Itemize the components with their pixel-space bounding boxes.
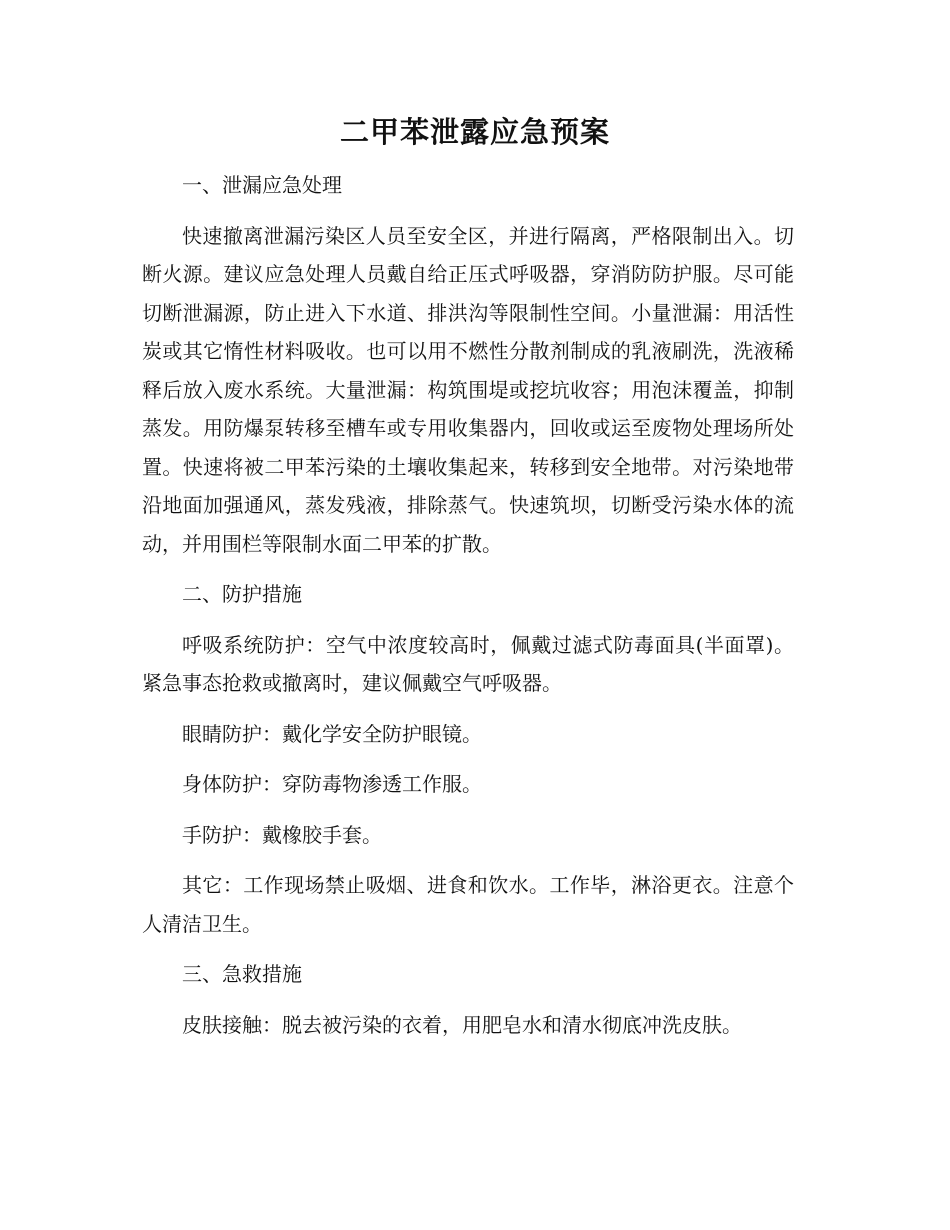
document-body	[142, 166, 794, 1044]
document-title: 二甲苯泄露应急预案	[339, 115, 610, 149]
paragraph-body-protection: 身体防护：穿防毒物渗透工作服。	[182, 772, 482, 796]
paragraph-skin-contact: 皮肤接触：脱去被污染的衣着，用肥皂水和清水彻底冲洗皮肤。	[182, 1012, 742, 1037]
paragraph-leak-handling: 快速撤离泄漏污染区人员至安全区，并进行隔离，严格限制出入。切断火源。建议应急处理人员戴自给正压式呼吸器，穿消防防护服。尽可能切断泄漏源，防止进入下水道、排洪沟等限制性空间。小量泄漏：用活性炭或其它惰性材料吸收。也可以用不燃性分散剂制成的乳液刷洗，洗液稀释后放入废水系统。大量泄漏：构筑围堤或挖坑收容；用泡沫覆盖，抑制蒸发。用防爆泵转移至槽车或专用收集器内，回收或运至废物处理场所处置。快速将被二甲苯污染的土壤收集起来，转移到安全地带。对污染地带沿地面加强通风，蒸发残液，排除蒸气。快速筑坝，切断受污染水体的流动，并用围栏等限制水面二甲苯的扩散。	[142, 223, 794, 556]
paragraph-eye-protection: 眼睛防护：戴化学安全防护眼镜。	[182, 721, 482, 746]
paragraph-other-protection: 其它：工作现场禁止吸烟、进食和饮水。工作毕，淋浴更衣。注意个人清洁卫生。	[142, 873, 794, 936]
paragraph-respiratory-protection: 呼吸系统防护：空气中浓度较高时，佩戴过滤式防毒面具(半面罩)。紧急事态抢救或撤离时，建议佩戴空气呼吸器。	[142, 632, 794, 695]
section-heading-leak: 一、泄漏应急处理	[182, 173, 342, 197]
section-heading-first-aid: 三、急救措施	[182, 962, 302, 986]
section-heading-protection: 二、防护措施	[182, 582, 302, 606]
paragraph-hand-protection: 手防护：戴橡胶手套。	[182, 822, 382, 847]
